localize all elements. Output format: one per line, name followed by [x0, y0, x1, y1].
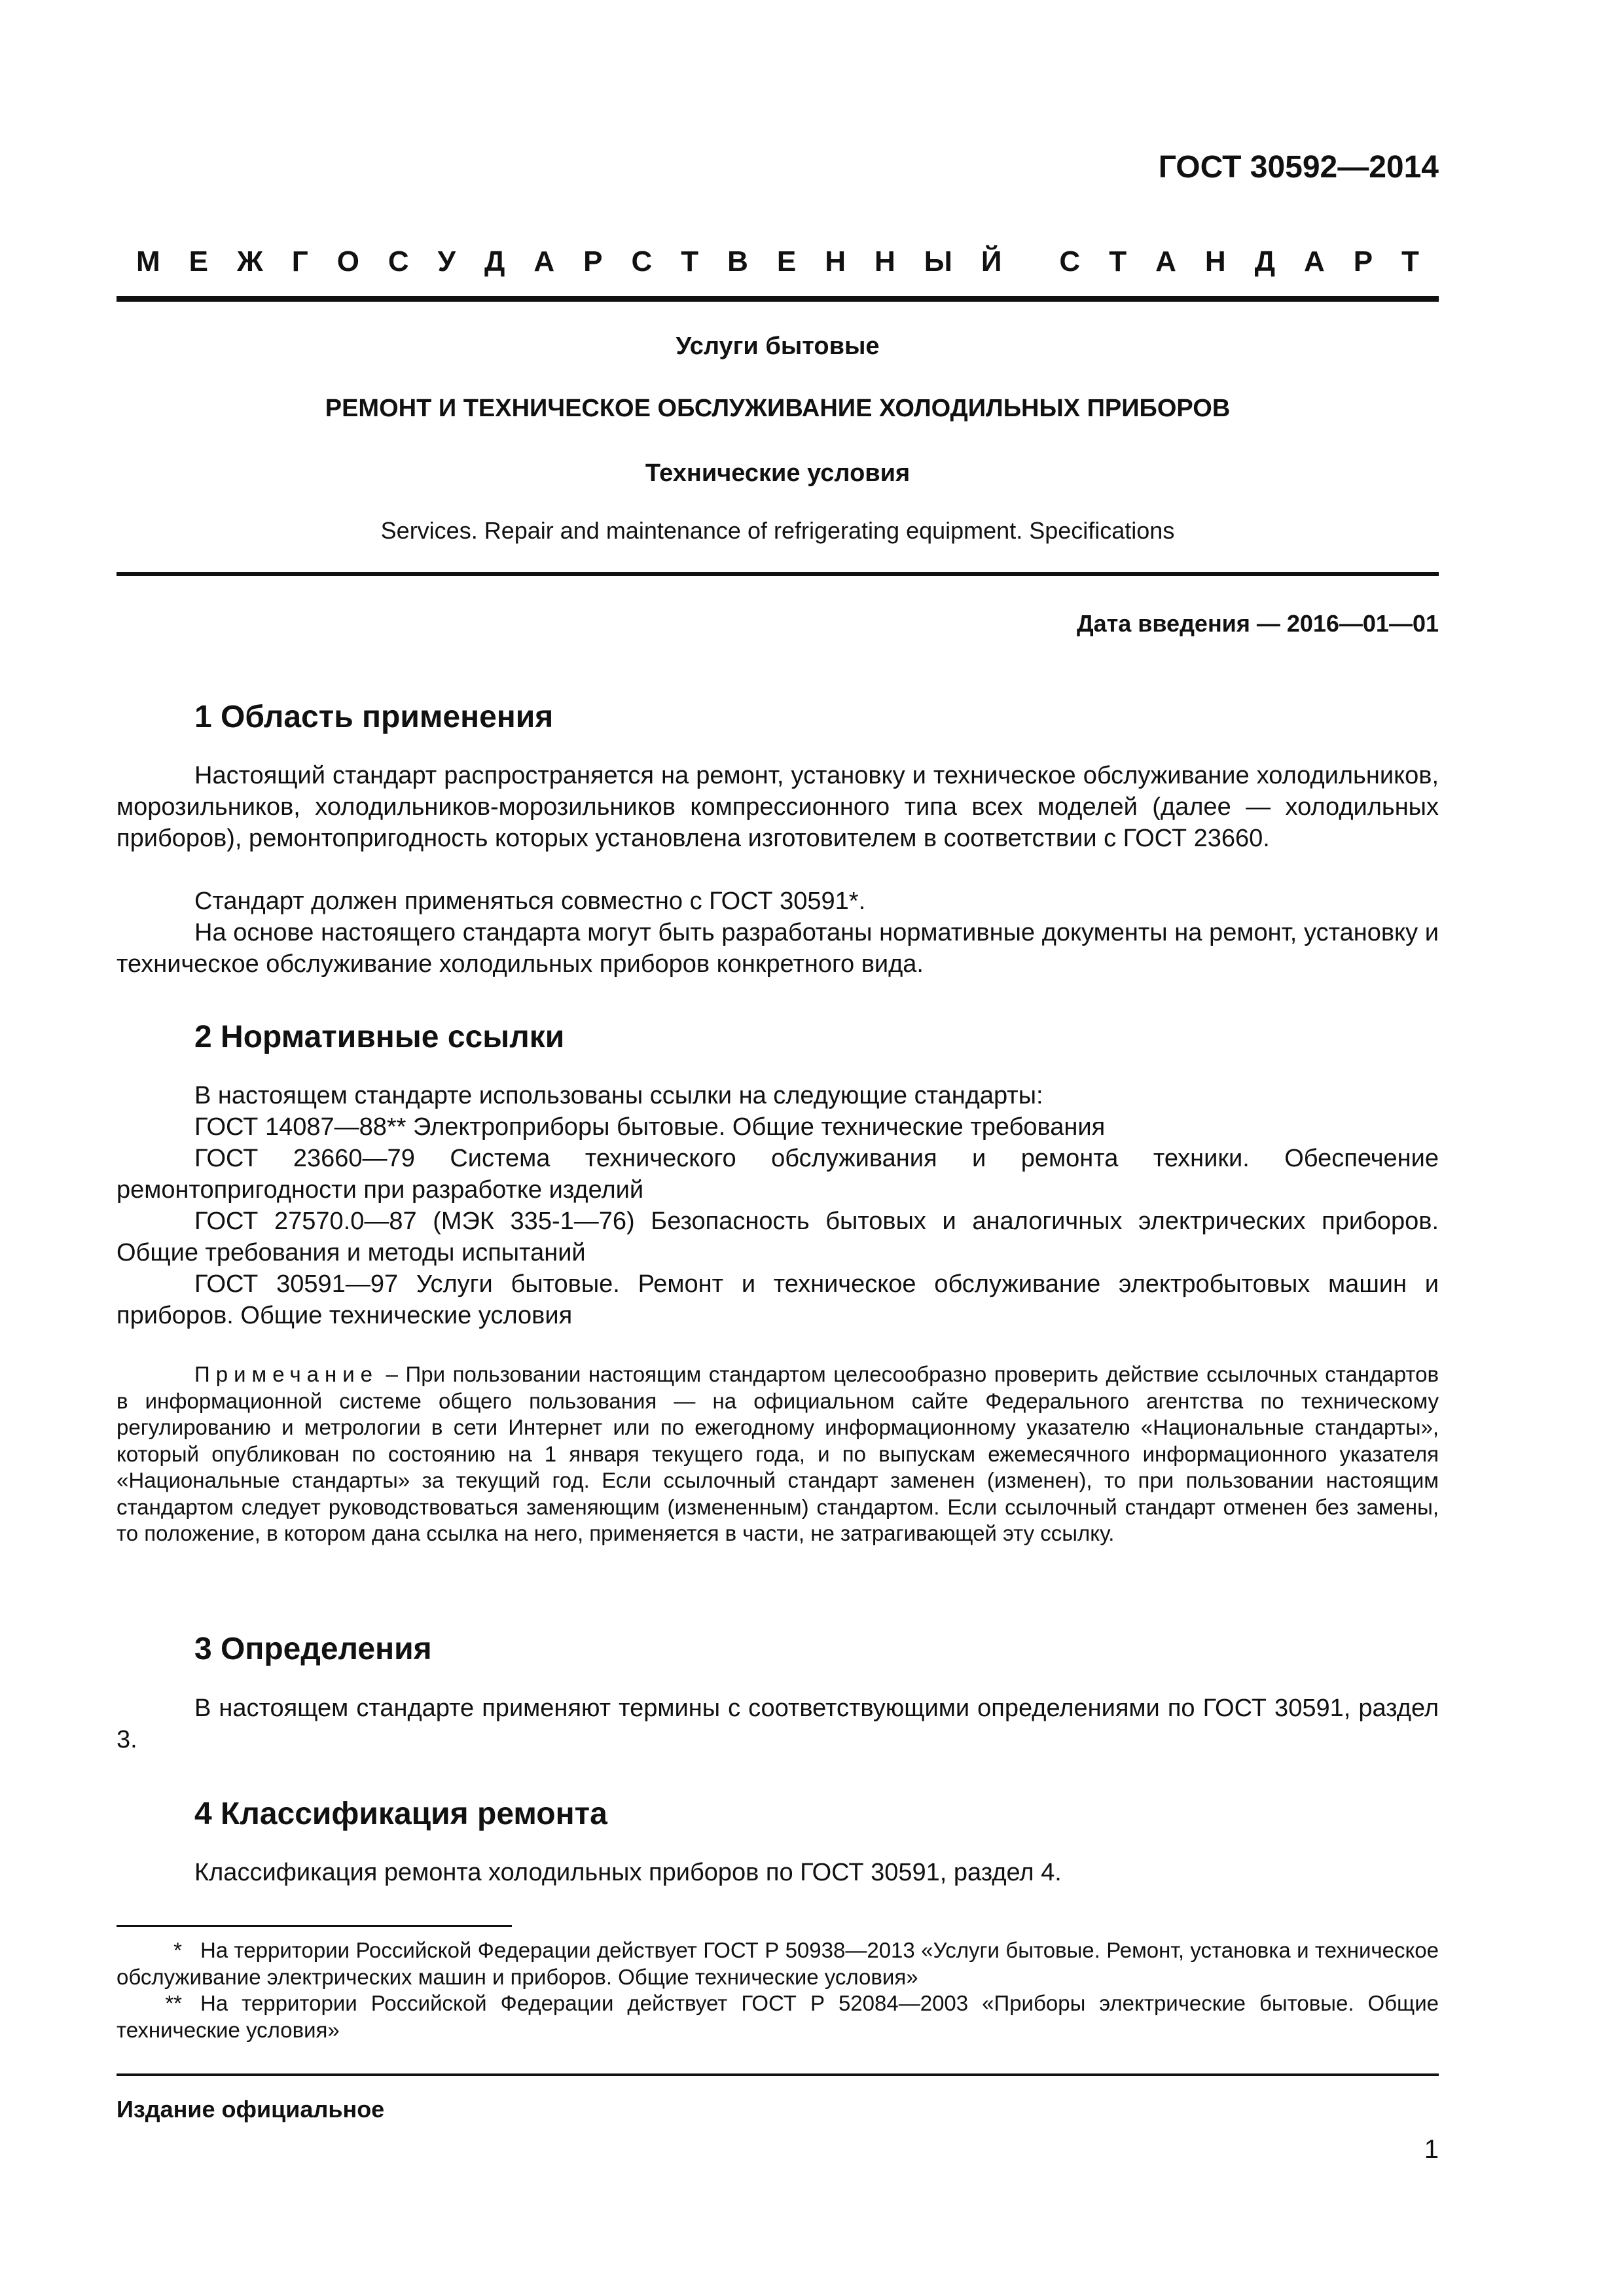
standard-type-letter: Н	[825, 245, 846, 278]
footnote-mark: *	[173, 1938, 182, 1962]
footer-divider	[117, 2073, 1439, 2076]
page-number: 1	[1424, 2135, 1439, 2164]
title-line-1: Услуги бытовые	[676, 332, 880, 360]
standard-type-letter: Г	[291, 245, 308, 278]
standard-type-letter: Е	[776, 245, 797, 278]
section-1-heading: 1 Область применения	[194, 700, 554, 734]
section-1-paragraph: На основе настоящего стандарта могут быть разработаны нормативные документы на ремонт, установку и техническое обслуживание холодильных приборов конкретного вида.	[117, 919, 1439, 978]
footnote-mark: **	[165, 1991, 182, 2015]
standard-type-letter: С	[388, 245, 409, 278]
title-line-2: РЕМОНТ И ТЕХНИЧЕСКОЕ ОБСЛУЖИВАНИЕ ХОЛОДИЛЬНЫХ ПРИБОРОВ	[325, 395, 1231, 422]
standard-type-letter: А	[1303, 245, 1325, 278]
standard-type-letter: Д	[484, 245, 505, 278]
intro-date: Дата введения — 2016—01—01	[1076, 610, 1439, 637]
note-label: Примечание	[194, 1362, 379, 1386]
section-3-paragraph: В настоящем стандарте применяют термины с соответствующими определениями по ГОСТ 30591, раздел 3.	[117, 1695, 1439, 1753]
footnote-text: На территории Российской Федерации действует ГОСТ Р 52084—2003 «Приборы электрические бытовые. Общие технические условия»	[117, 1991, 1439, 2042]
section-2-intro: В настоящем стандарте использованы ссылки на следующие стандарты:	[194, 1082, 1043, 1109]
note-text: – При пользовании настоящим стандартом целесообразно проверить действие ссылочных стандартов в информационной системе общего пользования — на официальном сайте Федерального агентства по техническому регулированию и метрологии в сети Интернет или по ежегодному информационному указателю «Национальные стандарты», который опубликован по состоянию на 1 января текущего года, и по выпускам ежемесячного информационного указателя «Национальные стандарты» за текущий год. Если ссылочный стандарт заменен (изменен), то при пользовании настоящим стандартом следует руководствоваться заменяющим (измененным) стандартом. Если ссылочный стандарт отменен без замены, то положение, в котором дана ссылка на него, применяется в части, не затрагивающей эту ссылку.	[117, 1362, 1439, 1545]
title-divider	[117, 572, 1439, 576]
standard-type-letter: С	[1059, 245, 1081, 278]
standard-type-letter: Ж	[236, 245, 263, 278]
standard-type-letter: Н	[1204, 245, 1226, 278]
standard-type-letter: В	[727, 245, 748, 278]
normative-reference: ГОСТ 14087—88** Электроприборы бытовые. Общие технические требования	[194, 1113, 1106, 1141]
standard-type-letter: Е	[189, 245, 208, 278]
section-1-paragraph: Настоящий стандарт распространяется на ремонт, установку и техническое обслуживание холодильников, морозильников, холодильников-морозильников компрессионного типа всех моделей (далее — холодильных приборов), ремонтопригодность которых установлена изготовителем в соответствии с ГОСТ 23660.	[117, 762, 1439, 852]
standard-type-letter: Н	[875, 245, 895, 278]
standard-type-letter: Ы	[924, 245, 952, 278]
section-3-heading: 3 Определения	[194, 1632, 432, 1666]
edition-label: Издание официальное	[117, 2096, 385, 2123]
standard-type-letter: У	[437, 245, 456, 278]
title-line-3: Технические условия	[645, 459, 911, 487]
standard-type-letter: Р	[583, 245, 603, 278]
title-english: Services. Repair and maintenance of refrigerating equipment. Specifications	[380, 517, 1175, 544]
footnote	[117, 1937, 1439, 1990]
normative-reference: ГОСТ 23660—79 Система технического обслуживания и ремонта техники. Обеспечение ремонтопригодности при разработке изделий	[117, 1145, 1439, 1204]
standard-type-letter: М	[136, 245, 160, 278]
footnote-text: На территории Российской Федерации действует ГОСТ Р 50938—2013 «Услуги бытовые. Ремонт, установка и техническое обслуживание электрических машин и приборов. Общие технические условия»	[117, 1938, 1439, 1989]
footnote	[117, 1990, 1439, 2043]
normative-reference: ГОСТ 27570.0—87 (МЭК 335-1—76) Безопасность бытовых и аналогичных электрических приборов. Общие требования и методы испытаний	[117, 1208, 1439, 1266]
note-block	[117, 1361, 1439, 1547]
footnote-divider	[117, 1925, 512, 1927]
standard-type-letter: Т	[1401, 245, 1419, 278]
standard-type-letter: Й	[981, 245, 1002, 278]
standard-type-letter: А	[1155, 245, 1176, 278]
standard-type-letter: Т	[1109, 245, 1127, 278]
standard-type-letter: Д	[1254, 245, 1275, 278]
section-4-paragraph: Классификация ремонта холодильных приборов по ГОСТ 30591, раздел 4.	[194, 1859, 1062, 1886]
standard-type-letter: А	[533, 245, 555, 278]
section-1-paragraph: Стандарт должен применяться совместно с ГОСТ 30591*.	[194, 888, 866, 915]
header-divider	[117, 296, 1439, 302]
standard-type-letter: О	[336, 245, 359, 278]
standard-type-heading	[136, 245, 1419, 278]
standard-designation: ГОСТ 30592—2014	[1158, 150, 1439, 185]
normative-reference: ГОСТ 30591—97 Услуги бытовые. Ремонт и техническое обслуживание электробытовых машин и приборов. Общие технические условия	[117, 1270, 1439, 1329]
section-2-heading: 2 Нормативные ссылки	[194, 1020, 565, 1054]
standard-type-letter: Р	[1353, 245, 1373, 278]
section-4-heading: 4 Классификация ремонта	[194, 1797, 607, 1831]
standard-type-letter: С	[631, 245, 653, 278]
standard-type-letter: Т	[681, 245, 699, 278]
